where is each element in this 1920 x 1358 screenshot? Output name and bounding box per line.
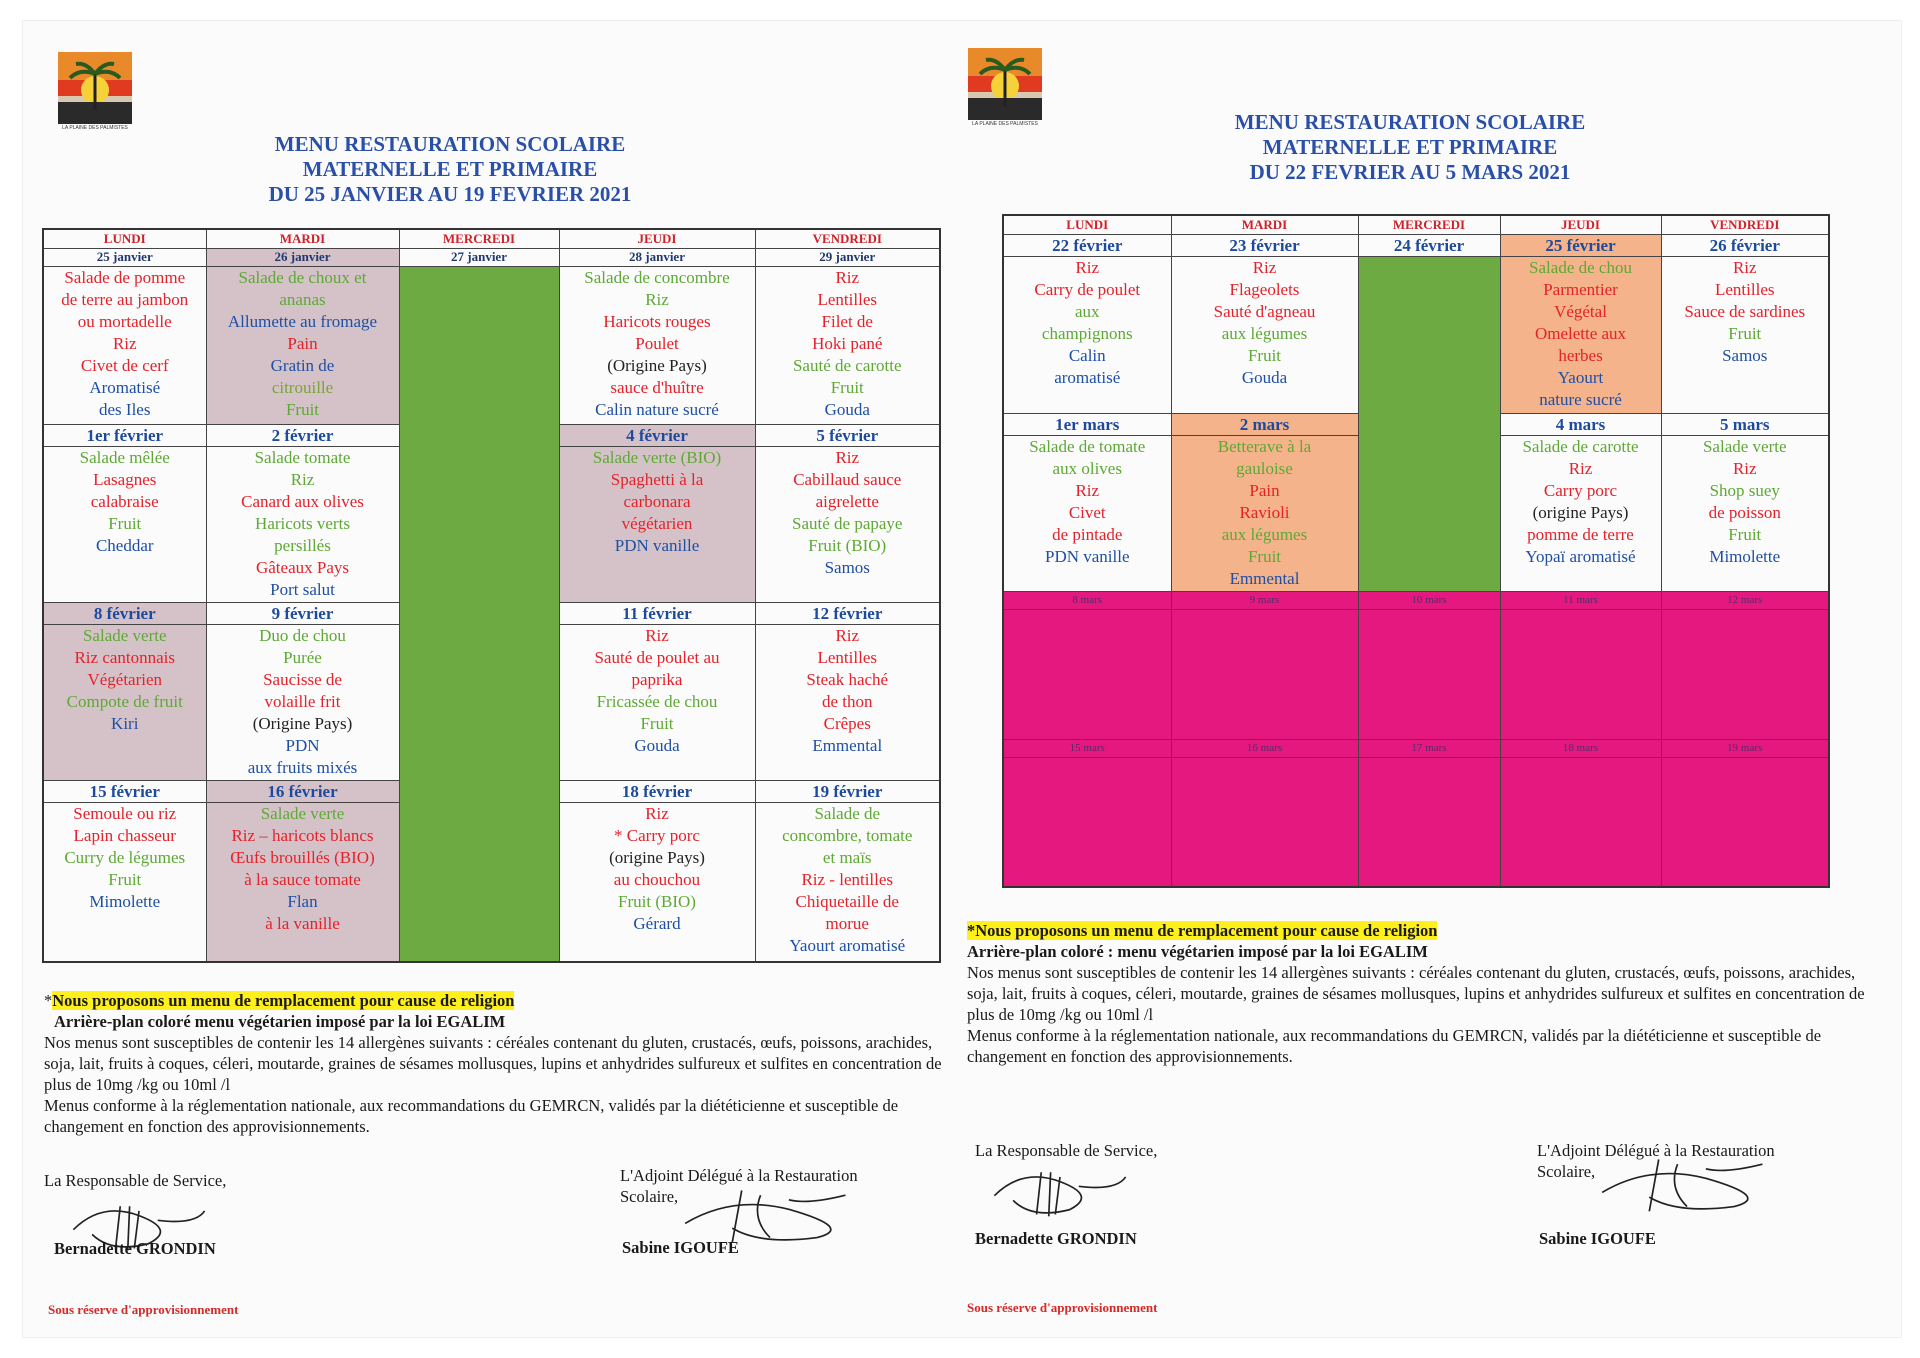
menu-cell-tuesday [206, 802, 399, 962]
menu-item: aux olives [1052, 458, 1122, 478]
signatory-role-line-2: Scolaire, [620, 1187, 679, 1206]
menu-cell-monday [1003, 256, 1171, 413]
menu-cell-friday [1661, 435, 1829, 591]
menu-item: Fruit [830, 377, 864, 397]
menu-item: Gérard [633, 913, 681, 933]
regulation-note: Menus conforme à la réglementation nationale, aux recommandations du GEMRCN, validés par la diététicienne et susceptible de changement en fonction des approvisionnements. [967, 1026, 1822, 1066]
menu-cell-tuesday [206, 624, 399, 780]
signatory-name: Sabine IGOUFE [1539, 1229, 1656, 1248]
date-cell: 19 février [755, 780, 940, 802]
menu-item: Omelette aux [1534, 323, 1627, 343]
menu-cell-thursday [1500, 256, 1661, 413]
date-cell: 17 mars [1358, 739, 1500, 757]
menu-item: Salade verte [260, 803, 345, 823]
menu-item: Fruit [285, 399, 320, 419]
menu-item: Riz cantonnais [74, 647, 176, 667]
menu-item: Pain [287, 333, 318, 353]
date-cell: 28 janvier [559, 248, 755, 266]
menu-item: Emmental [812, 735, 883, 755]
weekday-friday: VENDREDI [1661, 215, 1829, 234]
menu-item: persillés [274, 535, 331, 555]
date-cell: 25 février [1500, 234, 1661, 256]
date-cell: 16 février [206, 780, 399, 802]
logo-caption: LA PLAINE DES PALMISTES [972, 121, 1038, 127]
menu-item: morue [825, 913, 869, 933]
date-cell: 9 février [206, 602, 399, 624]
menu-item: Pain [1249, 480, 1280, 500]
menu-item: Cheddar [95, 535, 154, 555]
menu-cell-thursday [559, 266, 755, 424]
menu-cell-tuesday [206, 446, 399, 602]
date-cell: 5 février [755, 424, 940, 446]
menu-item: concombre, tomate [782, 825, 913, 845]
date-cell: 12 mars [1661, 591, 1829, 609]
menu-item: Samos [1722, 345, 1768, 365]
vegetarian-note: Arrière-plan coloré : menu végétarien imposé par la loi EGALIM [967, 942, 1428, 961]
menu-item: et maïs [822, 847, 872, 867]
date-cell: 11 mars [1500, 591, 1661, 609]
menu-cell-tuesday [1171, 435, 1358, 591]
menu-item: aigrelette [815, 491, 879, 511]
date-cell: 4 février [559, 424, 755, 446]
empty-menu-cell [1500, 609, 1661, 739]
menu-item: (origine Pays) [1532, 502, 1629, 522]
menu-item: Ravioli [1239, 502, 1290, 522]
menu-item: Spaghetti à la [610, 469, 704, 489]
menu-notes [44, 990, 964, 1137]
menu-item: Végétal [1554, 301, 1607, 321]
menu-item: Riz - lentilles [801, 869, 894, 889]
menu-item: Yaourt aromatisé [789, 935, 906, 955]
date-cell: 4 mars [1500, 413, 1661, 435]
menu-item: Kiri [111, 713, 139, 733]
menu-item: volaille frit [264, 691, 341, 711]
palm-sunset-icon [58, 52, 132, 124]
menu-item: Riz [1732, 257, 1757, 277]
menu-item: Steak haché [806, 669, 889, 689]
menu-item: Gratin de [270, 355, 335, 375]
menu-cell-thursday [559, 446, 755, 602]
menu-item: Lentilles [817, 289, 877, 309]
weekday-thursday: JEUDI [559, 229, 755, 248]
title-line-1: MENU RESTAURATION SCOLAIRE [1234, 110, 1586, 134]
menu-item: champignons [1041, 323, 1133, 343]
date-cell: 25 janvier [43, 248, 206, 266]
menu-item: Carry porc [1543, 480, 1618, 500]
menu-item: Végétarien [87, 669, 163, 689]
menu-item: Port salut [270, 579, 335, 599]
date-cell: 18 mars [1500, 739, 1661, 757]
menu-item: Riz [1075, 257, 1100, 277]
menu-item: (origine Pays) [609, 847, 705, 867]
menu-item: citrouille [271, 377, 334, 397]
menu-item: Fruit (BIO) [808, 535, 887, 555]
menu-item: Canard aux olives [241, 491, 364, 511]
date-row-week-1 [43, 248, 940, 266]
menu-item: Salade de chou [1529, 257, 1632, 277]
date-cell: 22 février [1003, 234, 1171, 256]
date-cell: 27 janvier [399, 248, 559, 266]
menu-item: Salade de [814, 803, 881, 823]
date-cell: 26 février [1661, 234, 1829, 256]
menu-item: PDN [285, 735, 320, 755]
menu-item: Lentilles [817, 647, 877, 667]
menu-item: Salade tomate [254, 447, 351, 467]
menu-item: au chouchou [613, 869, 701, 889]
menu-item: Fruit [108, 513, 142, 533]
menu-page-right [945, 0, 1865, 1338]
menu-item: herbes [1558, 345, 1603, 365]
menu-cell-tuesday [206, 266, 399, 424]
date-row-week-4 [1003, 739, 1829, 757]
signatory-role-line-2: Scolaire, [1537, 1162, 1596, 1181]
menu-cell-thursday [559, 802, 755, 962]
menu-cell-thursday [559, 624, 755, 780]
menu-item: Chiquetaille de [795, 891, 899, 911]
menu-item: Salade verte [1702, 436, 1787, 456]
menu-item: des Iles [99, 399, 151, 419]
menu-item: Crêpes [823, 713, 871, 733]
date-cell: 1er février [43, 424, 206, 446]
menu-item: Gouda [634, 735, 680, 755]
menu-item: Hoki pané [812, 333, 883, 353]
menu-item: aromatisé [1054, 367, 1121, 387]
menu-row-week-1 [1003, 256, 1829, 413]
signatory-name: Bernadette GRONDIN [54, 1239, 216, 1258]
menu-cell-friday [755, 266, 940, 424]
menu-item: Salade de carotte [1522, 436, 1639, 456]
menu-item: Curry de légumes [64, 847, 186, 867]
signatory-role: La Responsable de Service, [44, 1171, 227, 1190]
menu-item: Sauté d'agneau [1213, 301, 1316, 321]
menu-item: de pintade [1052, 524, 1123, 544]
date-cell: 2 mars [1171, 413, 1358, 435]
allergen-note: Nos menus sont susceptibles de contenir les 14 allergènes suivants : céréales contenant du gluten, crustacés, œufs, poissons, arachides, soja, lait, fruits à coques, céleri, moutarde, graines de sésames mollusques, lupins et anhydrides sulfureux et sulfites en concentration de plus de 10mg /kg ou 10ml /l [44, 1033, 942, 1094]
title-line-2: MATERNELLE ET PRIMAIRE [1262, 135, 1558, 159]
date-row-week-1 [1003, 234, 1829, 256]
religion-note: Nous proposons un menu de remplacement pour cause de religion [52, 991, 515, 1010]
menu-item: * Carry porc [614, 825, 700, 845]
menu-item: Fruit [1728, 524, 1762, 544]
empty-menu-cell [1661, 609, 1829, 739]
menu-cell-thursday [1500, 435, 1661, 591]
weekday-monday: LUNDI [1003, 215, 1171, 234]
menu-item: Samos [824, 557, 870, 577]
menu-item: Salade de pomme [64, 267, 186, 287]
menu-item: végétarien [621, 513, 693, 533]
empty-menu-cell [1661, 757, 1829, 887]
weekday-tuesday: MARDI [1171, 215, 1358, 234]
date-cell: 23 février [1171, 234, 1358, 256]
title-line-1: MENU RESTAURATION SCOLAIRE [274, 132, 626, 156]
menu-item: Riz [112, 333, 137, 353]
date-cell: 26 janvier [206, 248, 399, 266]
menu-item: Emmental [1229, 568, 1300, 588]
weekday-header-row [43, 229, 940, 248]
menu-item: Haricots rouges [603, 311, 711, 331]
menu-item: Parmentier [1543, 279, 1618, 299]
regulation-note: Menus conforme à la réglementation nationale, aux recommandations du GEMRCN, validés par la diététicienne et susceptible de changement en fonction des approvisionnements. [44, 1096, 899, 1136]
menu-item: Betterave à la [1217, 436, 1312, 456]
menu-table [1002, 214, 1830, 888]
empty-menu-cell [1358, 609, 1500, 739]
menu-item: Lasagnes [93, 469, 157, 489]
date-cell: 11 février [559, 602, 755, 624]
empty-menu-cell [1003, 757, 1171, 887]
date-cell: 29 janvier [755, 248, 940, 266]
menu-page-left [30, 0, 950, 1338]
menu-item: Haricots verts [255, 513, 350, 533]
menu-item: de thon [821, 691, 873, 711]
menu-item: aux fruits mixés [247, 757, 358, 777]
menu-item: Riz – haricots blancs [231, 825, 374, 845]
menu-item: Aromatisé [89, 377, 161, 397]
menu-item: Allumette au fromage [227, 311, 378, 331]
vegetarian-note: Arrière-plan coloré menu végétarien imposé par la loi EGALIM [54, 1012, 506, 1031]
menu-cell-monday [43, 624, 206, 780]
menu-item: Salade de tomate [1029, 436, 1146, 456]
empty-menu-cell [1358, 757, 1500, 887]
title-line-3: DU 25 JANVIER AU 19 FEVRIER 2021 [268, 182, 632, 206]
menu-item: Sauté de papaye [792, 513, 903, 533]
menu-cell-monday [43, 446, 206, 602]
date-cell: 8 février [43, 602, 206, 624]
logo-caption: LA PLAINE DES PALMISTES [62, 125, 128, 131]
signature-block-left [44, 1170, 274, 1260]
menu-item: Civet [1068, 502, 1106, 522]
menu-item: Salade mêlée [79, 447, 170, 467]
menu-item: (Origine Pays) [252, 713, 353, 733]
palm-sunset-icon [968, 48, 1042, 120]
menu-item: (Origine Pays) [607, 355, 707, 375]
menu-item: Gouda [1241, 367, 1288, 387]
menu-item: aux légumes [1221, 524, 1308, 544]
menu-item: Riz [835, 625, 860, 645]
menu-item: Fruit [1728, 323, 1762, 343]
date-row-week-3 [1003, 591, 1829, 609]
menu-item: Sauté de poulet au [594, 647, 720, 667]
menu-item: pomme de terre [1527, 524, 1634, 544]
menu-notes [967, 920, 1877, 1067]
signature-block-left [975, 1140, 1205, 1248]
menu-item: aux [1074, 301, 1100, 321]
weekday-tuesday: MARDI [206, 229, 399, 248]
menu-item: Salade de choux et [238, 267, 367, 287]
menu-item: PDN vanille [1044, 546, 1130, 566]
menu-item: Poulet [635, 333, 679, 353]
menu-item: Yaourt [1557, 367, 1604, 387]
menu-item: Riz [1732, 458, 1757, 478]
menu-item: Fricassée de chou [596, 691, 718, 711]
menu-item: Riz [1075, 480, 1100, 500]
menu-item: Duo de chou [259, 625, 346, 645]
menu-item: Filet de [821, 311, 873, 331]
date-cell: 15 février [43, 780, 206, 802]
date-cell: 16 mars [1171, 739, 1358, 757]
menu-cell-monday [1003, 435, 1171, 591]
menu-item: Mimolette [89, 891, 161, 911]
menu-item: Riz [1252, 257, 1277, 277]
menu-item: PDN vanille [614, 535, 700, 555]
menu-item: à la vanille [265, 913, 340, 933]
menu-item: Civet de cerf [80, 355, 169, 375]
signatory-name: Sabine IGOUFE [622, 1238, 739, 1257]
menu-cell-friday [755, 624, 940, 780]
empty-menu-cell [1171, 757, 1358, 887]
menu-title [230, 132, 670, 207]
date-cell: 5 mars [1661, 413, 1829, 435]
menu-item: calabraise [90, 491, 159, 511]
date-cell: 1er mars [1003, 413, 1171, 435]
wednesday-no-service-column [1358, 256, 1500, 591]
menu-item: Gâteaux Pays [255, 557, 349, 577]
religion-note: *Nous proposons un menu de remplacement pour cause de religion [967, 921, 1438, 940]
handwritten-signature-icon [985, 1158, 1135, 1224]
menu-item: Fruit [1247, 345, 1282, 365]
weekday-thursday: JEUDI [1500, 215, 1661, 234]
menu-item: Calin nature sucré [595, 399, 719, 419]
menu-item: Fruit (BIO) [618, 891, 696, 911]
menu-item: Riz [645, 625, 669, 645]
menu-item: Sauce de sardines [1684, 301, 1806, 321]
menu-item: à la sauce tomate [244, 869, 361, 889]
menu-item: ou mortadelle [77, 311, 172, 331]
date-cell: 2 février [206, 424, 399, 446]
date-cell: 12 février [755, 602, 940, 624]
wednesday-no-service-column [399, 266, 559, 962]
menu-item: Mimolette [1709, 546, 1781, 566]
date-cell: 19 mars [1661, 739, 1829, 757]
menu-item: Riz [835, 267, 860, 287]
menu-cell-friday [1661, 256, 1829, 413]
note-star: * [44, 991, 53, 1010]
menu-item: Shop suey [1709, 480, 1780, 500]
weekday-friday: VENDREDI [755, 229, 940, 248]
menu-item: Fruit [1247, 546, 1282, 566]
menu-item: Semoule ou riz [73, 803, 177, 823]
weekday-header-row [1003, 215, 1829, 234]
menu-item: Saucisse de [263, 669, 342, 689]
town-logo [58, 52, 132, 136]
weekday-wednesday: MERCREDI [1358, 215, 1500, 234]
menu-item: paprika [631, 669, 683, 689]
handwritten-signature-icon [1587, 1150, 1787, 1216]
menu-item: Carry de poulet [1034, 279, 1141, 299]
title-line-3: DU 22 FEVRIER AU 5 MARS 2021 [1249, 160, 1571, 184]
menu-item: nature sucré [1539, 389, 1622, 409]
menu-item: Salade de concombre [584, 267, 730, 287]
menu-item: de terre au jambon [61, 289, 189, 309]
menu-item: Gouda [824, 399, 870, 419]
menu-item: Œufs brouillés (BIO) [230, 847, 375, 867]
town-logo [968, 48, 1042, 132]
menu-item: Riz [1568, 458, 1593, 478]
menu-cell-friday [755, 446, 940, 602]
menu-item: Compote de fruit [66, 691, 183, 711]
menu-item: Cabillaud sauce [793, 469, 902, 489]
menu-item: Purée [283, 647, 322, 667]
menu-row-week-4 [1003, 757, 1829, 887]
menu-item: Fruit [108, 869, 142, 889]
weekday-monday: LUNDI [43, 229, 206, 248]
menu-cell-monday [43, 266, 206, 424]
signatory-role-line-1: L'Adjoint Délégué à la Restauration [620, 1166, 858, 1185]
menu-item: Riz [645, 289, 669, 309]
menu-table [42, 228, 941, 963]
signature-block-right [1537, 1140, 1837, 1250]
date-cell: 9 mars [1171, 591, 1358, 609]
signature-block-right [620, 1165, 920, 1260]
title-line-2: MATERNELLE ET PRIMAIRE [302, 157, 598, 181]
menu-item: Sauté de carotte [792, 355, 902, 375]
weekday-wednesday: MERCREDI [399, 229, 559, 248]
menu-item: Riz [645, 803, 669, 823]
signatory-role-line-1: L'Adjoint Délégué à la Restauration [1537, 1141, 1775, 1160]
date-cell: 8 mars [1003, 591, 1171, 609]
menu-item: de poisson [1708, 502, 1781, 522]
menu-item: Flan [287, 891, 318, 911]
menu-item: Yopaï aromatisé [1525, 546, 1636, 566]
menu-item: aux légumes [1221, 323, 1308, 343]
menu-item: Salade verte [82, 625, 167, 645]
date-cell: 24 février [1358, 234, 1500, 256]
allergen-note: Nos menus sont susceptibles de contenir les 14 allergènes suivants : céréales contenant du gluten, crustacés, œufs, poissons, arachides, soja, lait, fruits à coques, céleri, moutarde, graines de sésames mollusques, lupins et anhydrides sulfureux et sulfites en concentration de plus de 10mg /kg ou 10ml /l [967, 963, 1865, 1024]
date-cell: 15 mars [1003, 739, 1171, 757]
menu-item: carbonara [623, 491, 691, 511]
menu-item: Riz [835, 447, 860, 467]
menu-item: Lentilles [1715, 279, 1775, 299]
menu-item: sauce d'huître [610, 377, 704, 397]
menu-item: Lapin chasseur [73, 825, 176, 845]
signatory-name: Bernadette GRONDIN [975, 1229, 1137, 1248]
empty-menu-cell [1171, 609, 1358, 739]
menu-item: Salade verte (BIO) [592, 447, 722, 467]
menu-item: Riz [290, 469, 315, 489]
menu-item: Flageolets [1229, 279, 1300, 299]
empty-menu-cell [1003, 609, 1171, 739]
menu-item: ananas [279, 289, 326, 309]
empty-menu-cell [1500, 757, 1661, 887]
date-cell: 10 mars [1358, 591, 1500, 609]
signatory-role: La Responsable de Service, [975, 1141, 1158, 1160]
menu-row-week-1 [43, 266, 940, 424]
menu-item: Fruit [640, 713, 674, 733]
menu-item: Calin [1068, 345, 1106, 365]
menu-item: gauloise [1236, 458, 1293, 478]
supply-disclaimer: Sous réserve d'approvisionnement [967, 1300, 1158, 1315]
menu-cell-monday [43, 802, 206, 962]
menu-row-week-3 [1003, 609, 1829, 739]
supply-disclaimer: Sous réserve d'approvisionnement [48, 1302, 239, 1317]
menu-cell-tuesday [1171, 256, 1358, 413]
menu-title [1190, 110, 1630, 185]
date-cell: 18 février [559, 780, 755, 802]
menu-cell-friday [755, 802, 940, 962]
